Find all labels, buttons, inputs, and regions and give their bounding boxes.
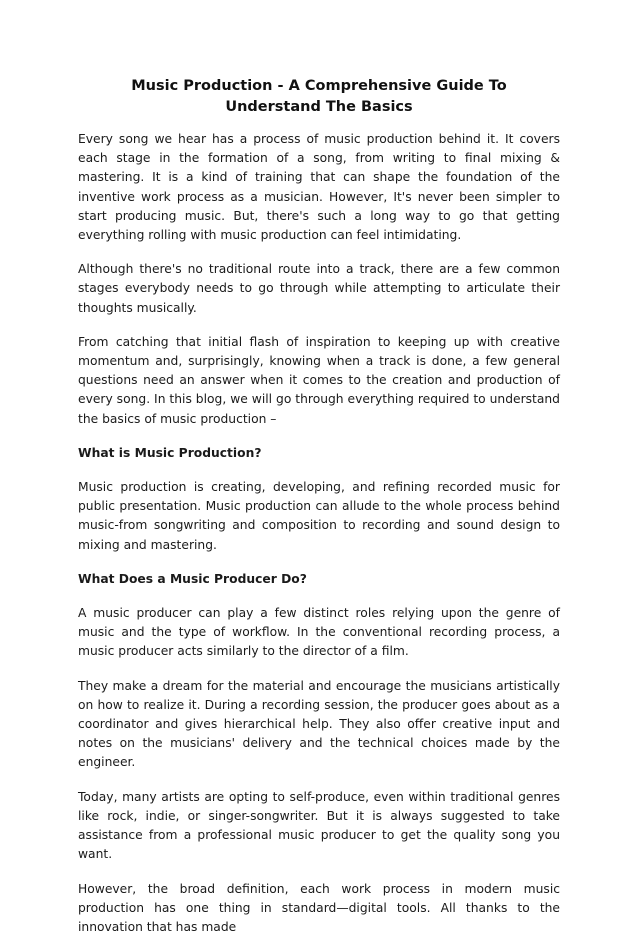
document-body bbox=[78, 76, 560, 952]
paragraph-producer-roles: A music producer can play a few distinct roles relying upon the genre of music and the type of workflow. In the conventional recording process, a music producer acts similarly to the director of a film. bbox=[78, 606, 560, 659]
paragraph-self-produce: Today, many artists are opting to self-produce, even within traditional genres like rock, indie, or singer-songwriter. But it is always suggested to take assistance from a professional music producer to get the quality song you want. bbox=[78, 789, 560, 862]
paragraph-definition: Music production is creating, developing, and refining recorded music for public presentation. Music production can allude to the whole process behind music-from songwriting and composition to recording and sound design to mixing and mastering. bbox=[78, 480, 560, 552]
paragraph-producer-vision: They make a dream for the material and encourage the musicians artistically on how to realize it. During a recording session, the producer goes about as a coordinator and gives hierarchical help. They also offer creative input and notes on the musicians' delivery and the technical choices made by the engineer. bbox=[78, 678, 560, 770]
section-heading-producer-role: What Does a Music Producer Do? bbox=[78, 571, 307, 586]
section-heading-what-is: What is Music Production? bbox=[78, 445, 262, 460]
paragraph-inspiration: From catching that initial flash of inspiration to keeping up with creative momentum and, surprisingly, knowing when a track is done, a few general questions need an answer when it comes to the creation and production of every song. In this blog, we will go through everything required to understand the basics of music production – bbox=[78, 334, 560, 426]
page-title: Music Production - A Comprehensive Guide To Understand The Basics bbox=[131, 78, 507, 115]
paragraph-stages: Although there's no traditional route into a track, there are a few common stages everybody needs to go through while attempting to articulate their thoughts musically. bbox=[78, 262, 560, 315]
paragraph-intro: Every song we hear has a process of music production behind it. It covers each stage in the formation of a song, from writing to final mixing & mastering. It is a kind of training that can shape the foundation of the inventive work process as a musician. However, It's never been simpler to start producing music. But, there's such a long way to go that getting everything rolling with music production can feel intimidating. bbox=[78, 132, 560, 243]
paragraph-digital-tools: However, the broad definition, each work process in modern music production has one thing in standard—digital tools. All thanks to the innovation that has made bbox=[78, 881, 560, 934]
